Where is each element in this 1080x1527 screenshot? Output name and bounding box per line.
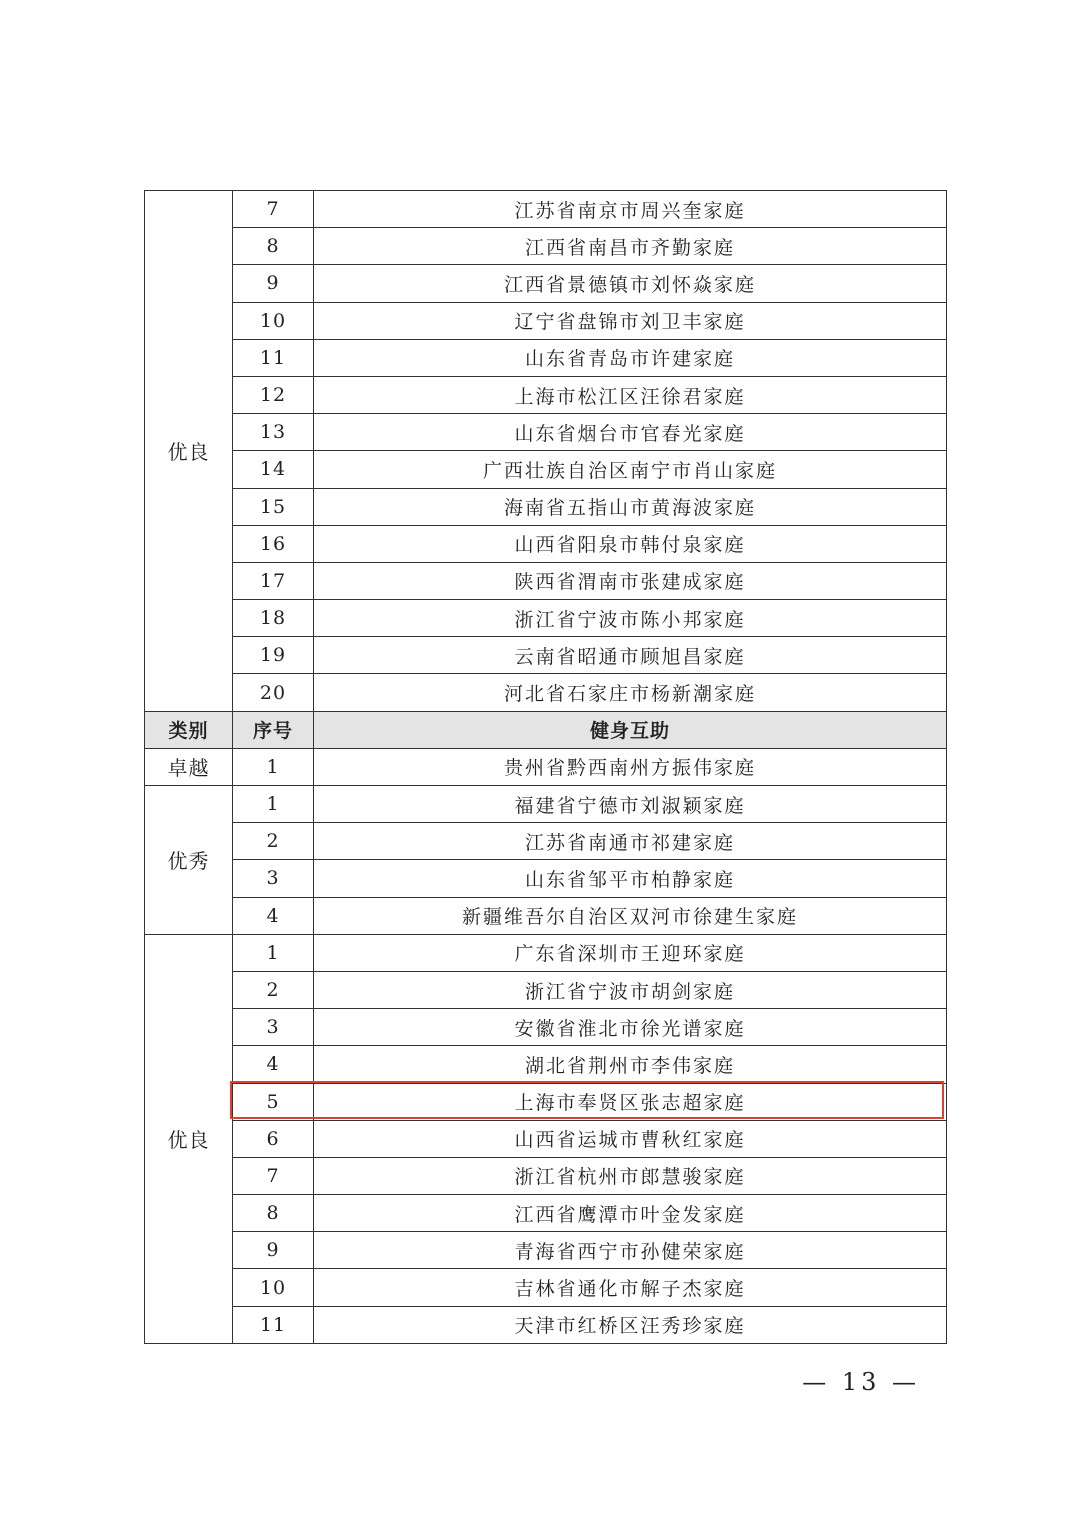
table-row-highlighted xyxy=(145,1083,947,1120)
table-row xyxy=(145,265,947,302)
table-row xyxy=(145,376,947,413)
family-name: 云南省昭通市顾旭昌家庭 xyxy=(314,637,947,674)
row-number: 10 xyxy=(233,1269,314,1306)
row-number: 5 xyxy=(233,1083,314,1120)
row-number: 11 xyxy=(233,1306,314,1343)
table-row xyxy=(145,674,947,711)
table-row xyxy=(145,228,947,265)
family-name: 广西壮族自治区南宁市肖山家庭 xyxy=(314,451,947,488)
table-row xyxy=(145,1046,947,1083)
table-row xyxy=(145,860,947,897)
family-name: 山西省阳泉市韩付泉家庭 xyxy=(314,525,947,562)
row-number: 13 xyxy=(233,414,314,451)
row-number: 9 xyxy=(233,1232,314,1269)
header-number: 序号 xyxy=(233,711,314,748)
table-row xyxy=(145,414,947,451)
family-name: 辽宁省盘锦市刘卫丰家庭 xyxy=(314,302,947,339)
family-name: 上海市松江区汪徐君家庭 xyxy=(314,376,947,413)
row-number: 9 xyxy=(233,265,314,302)
table-row xyxy=(145,897,947,934)
table-row xyxy=(145,1157,947,1194)
family-name: 浙江省杭州市郎慧骏家庭 xyxy=(314,1157,947,1194)
header-category: 类别 xyxy=(145,711,233,748)
table-row xyxy=(145,1269,947,1306)
row-number: 17 xyxy=(233,562,314,599)
row-number: 18 xyxy=(233,600,314,637)
row-number: 4 xyxy=(233,897,314,934)
table-header-row xyxy=(145,711,947,748)
row-number: 2 xyxy=(233,971,314,1008)
category-cell-zhuoyue: 卓越 xyxy=(145,748,233,785)
family-name: 上海市奉贤区张志超家庭 xyxy=(314,1083,947,1120)
table-row xyxy=(145,339,947,376)
family-name: 天津市红桥区汪秀珍家庭 xyxy=(314,1306,947,1343)
table-row xyxy=(145,562,947,599)
table-row xyxy=(145,1232,947,1269)
row-number: 1 xyxy=(233,748,314,785)
row-number: 15 xyxy=(233,488,314,525)
row-number: 20 xyxy=(233,674,314,711)
row-number: 3 xyxy=(233,860,314,897)
row-number: 1 xyxy=(233,786,314,823)
row-number: 19 xyxy=(233,637,314,674)
table-row xyxy=(145,302,947,339)
table-row xyxy=(145,525,947,562)
row-number: 14 xyxy=(233,451,314,488)
family-name: 浙江省宁波市陈小邦家庭 xyxy=(314,600,947,637)
family-name: 山东省烟台市官春光家庭 xyxy=(314,414,947,451)
family-name: 福建省宁德市刘淑颖家庭 xyxy=(314,786,947,823)
family-name: 河北省石家庄市杨新潮家庭 xyxy=(314,674,947,711)
table-row xyxy=(145,1306,947,1343)
row-number: 4 xyxy=(233,1046,314,1083)
category-cell-youliang-2: 优良 xyxy=(145,934,233,1343)
row-number: 12 xyxy=(233,376,314,413)
table-row xyxy=(145,637,947,674)
row-number: 6 xyxy=(233,1120,314,1157)
family-name: 陕西省渭南市张建成家庭 xyxy=(314,562,947,599)
table-row xyxy=(145,191,947,228)
page-number: — 13 — xyxy=(802,1368,920,1396)
family-name: 新疆维吾尔自治区双河市徐建生家庭 xyxy=(314,897,947,934)
family-name: 江西省鹰潭市叶金发家庭 xyxy=(314,1195,947,1232)
awards-table xyxy=(144,190,947,1344)
row-number: 7 xyxy=(233,1157,314,1194)
table-row xyxy=(145,488,947,525)
family-name: 海南省五指山市黄海波家庭 xyxy=(314,488,947,525)
family-name: 山东省青岛市许建家庭 xyxy=(314,339,947,376)
family-name: 山东省邹平市柏静家庭 xyxy=(314,860,947,897)
row-number: 1 xyxy=(233,934,314,971)
category-cell-youliang-1: 优良 xyxy=(145,191,233,712)
table-row xyxy=(145,1120,947,1157)
table-row xyxy=(145,786,947,823)
table-row xyxy=(145,1195,947,1232)
table-row xyxy=(145,971,947,1008)
row-number: 8 xyxy=(233,1195,314,1232)
row-number: 3 xyxy=(233,1009,314,1046)
family-name: 江苏省南通市祁建家庭 xyxy=(314,823,947,860)
family-name: 湖北省荆州市李伟家庭 xyxy=(314,1046,947,1083)
row-number: 8 xyxy=(233,228,314,265)
table-row xyxy=(145,451,947,488)
table-row xyxy=(145,748,947,785)
family-name: 青海省西宁市孙健荣家庭 xyxy=(314,1232,947,1269)
family-name: 江苏省南京市周兴奎家庭 xyxy=(314,191,947,228)
family-name: 贵州省黔西南州方振伟家庭 xyxy=(314,748,947,785)
row-number: 2 xyxy=(233,823,314,860)
family-name: 安徽省淮北市徐光谱家庭 xyxy=(314,1009,947,1046)
table-row xyxy=(145,934,947,971)
family-name: 浙江省宁波市胡剑家庭 xyxy=(314,971,947,1008)
table-row xyxy=(145,823,947,860)
row-number: 11 xyxy=(233,339,314,376)
family-name: 江西省南昌市齐勤家庭 xyxy=(314,228,947,265)
row-number: 16 xyxy=(233,525,314,562)
table-row xyxy=(145,1009,947,1046)
family-name: 江西省景德镇市刘怀焱家庭 xyxy=(314,265,947,302)
row-number: 7 xyxy=(233,191,314,228)
family-name: 吉林省通化市解子杰家庭 xyxy=(314,1269,947,1306)
category-cell-youxiu: 优秀 xyxy=(145,786,233,935)
family-name: 广东省深圳市王迎环家庭 xyxy=(314,934,947,971)
header-title: 健身互助 xyxy=(314,711,947,748)
family-name: 山西省运城市曹秋红家庭 xyxy=(314,1120,947,1157)
row-number: 10 xyxy=(233,302,314,339)
table-row xyxy=(145,600,947,637)
